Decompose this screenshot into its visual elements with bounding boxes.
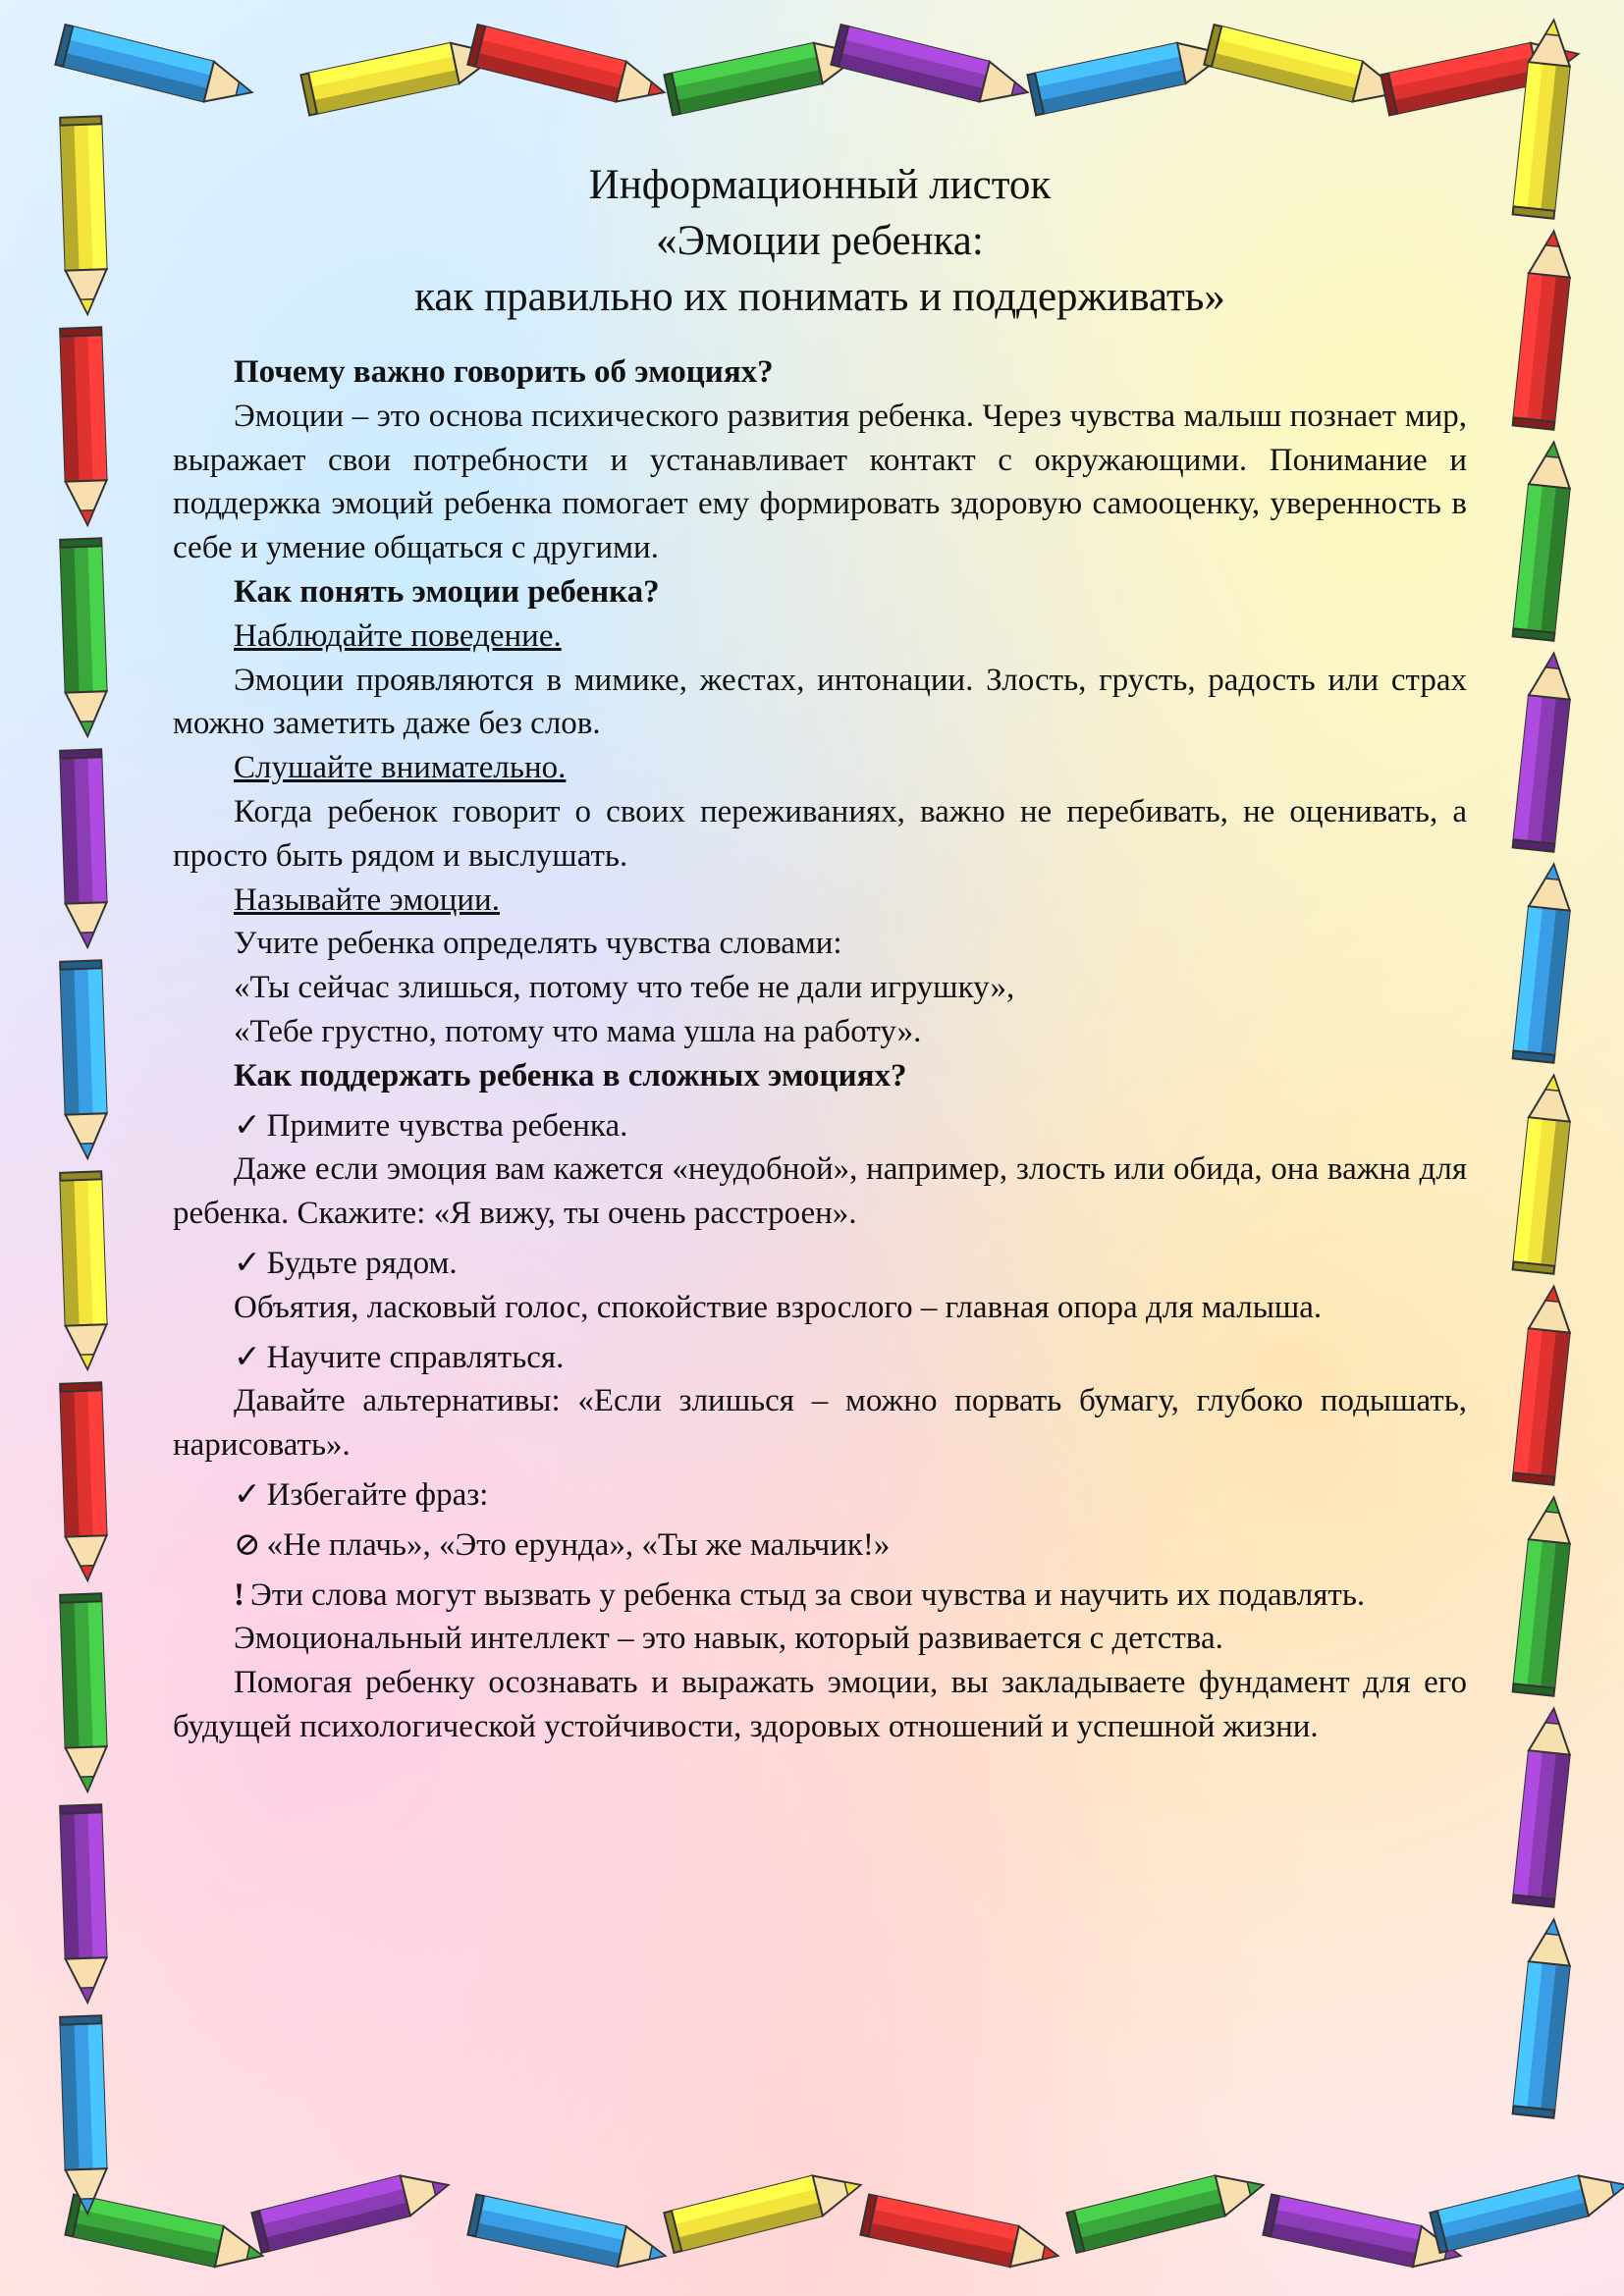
pencil-icon [60, 1593, 108, 1791]
pencil-icon [65, 2195, 266, 2276]
check-icon: ✓ [234, 1476, 261, 1513]
pencil-icon [60, 1382, 108, 1580]
pencil-icon [1513, 1284, 1575, 1484]
subheading-name-emotions: Называйте эмоции. [234, 881, 500, 918]
exclamation-icon: ! [234, 1576, 244, 1613]
check-icon: ✓ [234, 1107, 261, 1144]
pencil-icon [1027, 34, 1228, 116]
closing-paragraph-2: Помогая ребенку осознавать и выражать эмоции, вы закладываете фундамент для его будущей психологической устойчивости, здоровых отношений и успешной жизни. [173, 1665, 1467, 1744]
pencil-icon [1066, 2165, 1268, 2253]
pencil-icon [664, 2165, 865, 2253]
title-line-2: «Эмоции ребенка: [656, 218, 984, 264]
check-item-be-near: ✓ Будьте рядом. [173, 1242, 1467, 1286]
pencil-icon [1513, 1917, 1575, 2117]
pencil-icon [60, 116, 108, 314]
paragraph-cope: Давайте альтернативы: «Если злишься – можно порвать бумагу, глубоко подышать, нарисовать». [173, 1383, 1467, 1464]
subheading-listen: Слушайте внимательно. [234, 750, 567, 786]
check-icon: ✓ [234, 1339, 261, 1375]
quote-example-2: «Тебе грустно, потому что мама ушла на работу». [234, 1013, 922, 1049]
pencil-icon [467, 25, 669, 112]
section-heading-support: Как поддержать ребенка в сложных эмоциях? [234, 1057, 907, 1094]
pencil-icon [831, 25, 1032, 112]
pencil-icon [60, 1804, 108, 2002]
pencil-icon [1513, 1495, 1575, 1695]
pencil-icon [55, 25, 256, 112]
paragraph-listen: Когда ребенок говорит о своих переживаниях, важно не перебивать, не оценивать, а просто быть рядом и выслушать. [173, 793, 1467, 874]
pencil-icon [1513, 440, 1575, 640]
check-item-avoid: ✓ Избегайте фраз: [173, 1473, 1467, 1518]
paragraph-accept: Даже если эмоция вам кажется «неудобной», например, злость или обида, она важна для ребенка. Скажите: «Я вижу, ты очень расстроен». [173, 1151, 1467, 1232]
pencil-icon [860, 2195, 1061, 2276]
prohibited-icon: ⊘ [234, 1526, 261, 1563]
pencil-icon [1513, 1073, 1575, 1273]
pencil-icon [60, 538, 108, 736]
pencil-icon [1513, 229, 1575, 429]
info-sheet [173, 157, 1467, 1749]
pencil-icon [60, 2015, 108, 2214]
check-item-accept: ✓ Примите чувства ребенка. [173, 1104, 1467, 1148]
pencil-icon [60, 1171, 108, 1369]
warning-paragraph: ! Эти слова могут вызвать у ребенка стыд за свои чувства и научить их подавлять. [173, 1574, 1467, 1618]
pencil-icon [1204, 25, 1405, 112]
pencil-icon [60, 960, 108, 1158]
pencil-icon [1430, 2165, 1624, 2253]
pencil-icon [251, 2165, 453, 2253]
pencil-icon [1513, 1706, 1575, 1906]
quote-example-1: «Ты сейчас злишься, потому что тебе не дали игрушку», [234, 970, 1015, 1006]
forbidden-phrases: ⊘ «Не плачь», «Это ерунда», «Ты же мальчик!» [173, 1523, 1467, 1568]
pencil-icon [1263, 2195, 1464, 2276]
paragraph-observe: Эмоции проявляются в мимике, жестах, интонации. Злость, грусть, радость или страх можно заметить даже без слов. [173, 662, 1467, 742]
pencil-icon [60, 749, 108, 947]
title-line-1: Информационный листок [588, 162, 1052, 208]
paragraph-name-emotions: Учите ребенка определять чувства словами: [234, 926, 842, 962]
section-heading-why: Почему важно говорить об эмоциях? [234, 354, 774, 390]
title-line-3: как правильно их понимать и поддерживать» [414, 274, 1225, 320]
check-item-cope: ✓ Научите справляться. [173, 1336, 1467, 1380]
section-heading-understand: Как понять эмоции ребенка? [234, 573, 660, 610]
pencil-icon [60, 327, 108, 525]
paragraph-why: Эмоции – это основа психического развития ребенка. Через чувства малыш познает мир, выражает свои потребности и устанавливает контакт с окружающими. Понимание и поддержка эмоций ребенка помогает ему формировать здоровую самооценку, уверенность в себе и умение общаться с другими. [173, 398, 1467, 566]
check-icon: ✓ [234, 1245, 261, 1281]
closing-paragraph-1: Эмоциональный интеллект – это навык, который развивается с детства. [234, 1621, 1223, 1657]
subheading-observe: Наблюдайте поведение. [234, 617, 562, 654]
pencil-icon [1513, 651, 1575, 851]
page-title [173, 157, 1467, 325]
paragraph-be-near: Объятия, ласковый голос, спокойствие взрослого – главная опора для малыша. [234, 1289, 1323, 1325]
pencil-icon [467, 2195, 669, 2276]
pencil-icon [1513, 862, 1575, 1062]
